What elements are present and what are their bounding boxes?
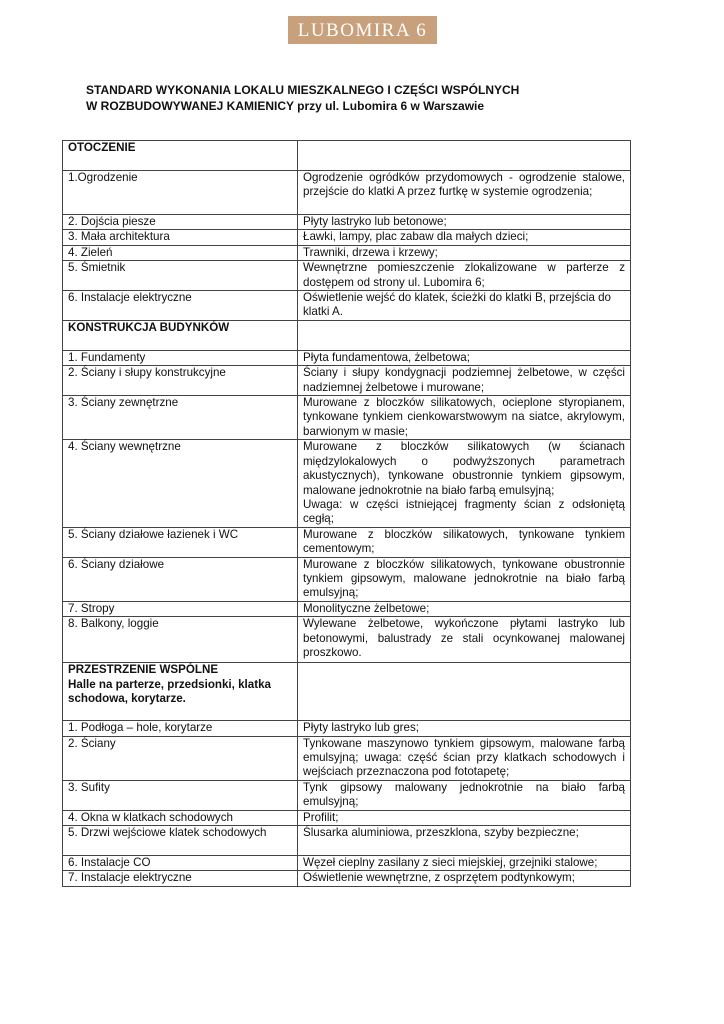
row-label: 2. Ściany i słupy konstrukcyjne — [63, 366, 298, 396]
row-label: 3. Mała architektura — [63, 230, 298, 245]
row-value: Murowane z bloczków silikatowych, tynkowane obustronnie tynkiem gipsowym, malowane jednokrotnie na biało farbą emulsyjną; — [298, 557, 631, 601]
row-label: 2. Ściany — [63, 736, 298, 780]
row-value: Oświetlenie wewnętrzne, z osprzętem podtynkowym; — [298, 871, 631, 886]
row-value: Oświetlenie wejść do klatek, ścieżki do klatki B, przejścia do klatki A. — [298, 291, 631, 321]
row-value: Węzeł cieplny zasilany z sieci miejskiej, grzejniki stalowe; — [298, 856, 631, 871]
logo-text: LUBOMIRA 6 — [297, 19, 428, 41]
row-label: 7. Instalacje elektryczne — [63, 871, 298, 886]
row-label: 2. Dojścia piesze — [63, 215, 298, 230]
table-row — [63, 721, 631, 736]
section-title: OTOCZENIE — [63, 141, 298, 171]
row-value: Ogrodzenie ogródków przydomowych - ogrodzenie stalowe, przejście do klatki A przez furtkę w systemie ogrodzenia; — [298, 171, 631, 215]
table-row — [63, 826, 631, 856]
specification-table — [62, 140, 631, 887]
table-row — [63, 856, 631, 871]
row-label: 6. Instalacje elektryczne — [63, 291, 298, 321]
row-label: 5. Drzwi wejściowe klatek schodowych — [63, 826, 298, 856]
section-header-row — [63, 320, 631, 350]
row-label: 5. Śmietnik — [63, 261, 298, 291]
row-value: Płyty lastryko lub gres; — [298, 721, 631, 736]
section-title-cell — [63, 663, 298, 721]
row-value: Ślusarka aluminiowa, przeszklona, szyby bezpieczne; — [298, 826, 631, 856]
row-label: 6. Instalacje CO — [63, 856, 298, 871]
row-value: Tynkowane maszynowo tynkiem gipsowym, malowane farbą emulsyjną; uwaga: część ścian przy klatkach schodowych i wejściach przeznaczona pod fototapetę; — [298, 736, 631, 780]
row-value: Monolityczne żelbetowe; — [298, 601, 631, 616]
section-header-row — [63, 141, 631, 171]
table-row — [63, 261, 631, 291]
row-label: 5. Ściany działowe łazienek i WC — [63, 527, 298, 557]
row-label: 1. Podłoga – hole, korytarze — [63, 721, 298, 736]
document-title — [86, 82, 646, 114]
row-value: Trawniki, drzewa i krzewy; — [298, 245, 631, 260]
brand-logo — [288, 16, 437, 44]
table-row — [63, 736, 631, 780]
row-label: 4. Okna w klatkach schodowych — [63, 810, 298, 825]
section-subtitle: Halle na parterze, przedsionki, klatka schodowa, korytarze. — [68, 677, 271, 705]
row-label: 3. Sufity — [63, 780, 298, 810]
table-row — [63, 291, 631, 321]
row-value: Wewnętrzne pomieszczenie zlokalizowane w parterze z dostępem od strony ul. Lubomira 6; — [298, 261, 631, 291]
table-row — [63, 527, 631, 557]
table-row — [63, 230, 631, 245]
row-value: Ściany i słupy kondygnacji podziemnej żelbetowe, w części nadziemnej żelbetowe i murowane; — [298, 366, 631, 396]
title-line-2: W ROZBUDOWYWANEJ KAMIENICY przy ul. Lubomira 6 w Warszawie — [86, 99, 485, 113]
table-row — [63, 440, 631, 527]
table-row — [63, 810, 631, 825]
section-title: PRZESTRZENIE WSPÓLNE — [68, 663, 219, 677]
table-row — [63, 601, 631, 616]
section-title: KONSTRUKCJA BUDYNKÓW — [63, 320, 298, 350]
row-value: Płyty lastryko lub betonowe; — [298, 215, 631, 230]
row-label: 1. Fundamenty — [63, 350, 298, 365]
table-row — [63, 871, 631, 886]
row-value-note: Uwaga: w części istniejącej fragmenty ścian z odsłoniętą cegłą; — [303, 497, 625, 526]
row-label: 4. Zieleń — [63, 245, 298, 260]
table-row — [63, 557, 631, 601]
row-label: 1.Ogrodzenie — [63, 171, 298, 215]
table-row — [63, 215, 631, 230]
row-value: Wylewane żelbetowe, wykończone płytami lastryko lub betonowymi, balustrady ze stali ocynkowanej malowanej proszkowo. — [298, 617, 631, 663]
row-value: Tynk gipsowy malowany jednokrotnie na biało farbą emulsyjną; — [298, 780, 631, 810]
row-value: Ławki, lampy, plac zabaw dla małych dzieci; — [298, 230, 631, 245]
row-value: Płyta fundamentowa, żelbetowa; — [298, 350, 631, 365]
title-line-1: STANDARD WYKONANIA LOKALU MIESZKALNEGO I CZĘŚCI WSPÓLNYCH — [86, 83, 520, 97]
row-value: Profilit; — [298, 810, 631, 825]
row-value: Murowane z bloczków silikatowych, ocieplone styropianem, tynkowane tynkiem cienkowarstwowym na siatce, akrylowym, barwionym w masie; — [298, 396, 631, 440]
row-label: 7. Stropy — [63, 601, 298, 616]
row-value: Murowane z bloczków silikatowych, tynkowane tynkiem cementowym; — [298, 527, 631, 557]
table-row — [63, 350, 631, 365]
table-row — [63, 366, 631, 396]
row-label: 8. Balkony, loggie — [63, 617, 298, 663]
row-label: 3. Ściany zewnętrzne — [63, 396, 298, 440]
table-row — [63, 171, 631, 215]
row-value-text: Murowane z bloczków silikatowych (w ścianach międzylokalowych o podwyższonych parametrach akustycznych), tynkowane obustronnie tynkiem gipsowym, malowane jednokrotnie na biało farbą emulsyjną; — [303, 440, 625, 497]
section-header-row — [63, 663, 631, 721]
table-row — [63, 780, 631, 810]
row-label: 4. Ściany wewnętrzne — [63, 440, 298, 527]
row-value — [298, 440, 631, 527]
table-row — [63, 396, 631, 440]
row-label: 6. Ściany działowe — [63, 557, 298, 601]
table-row — [63, 617, 631, 663]
table-row — [63, 245, 631, 260]
